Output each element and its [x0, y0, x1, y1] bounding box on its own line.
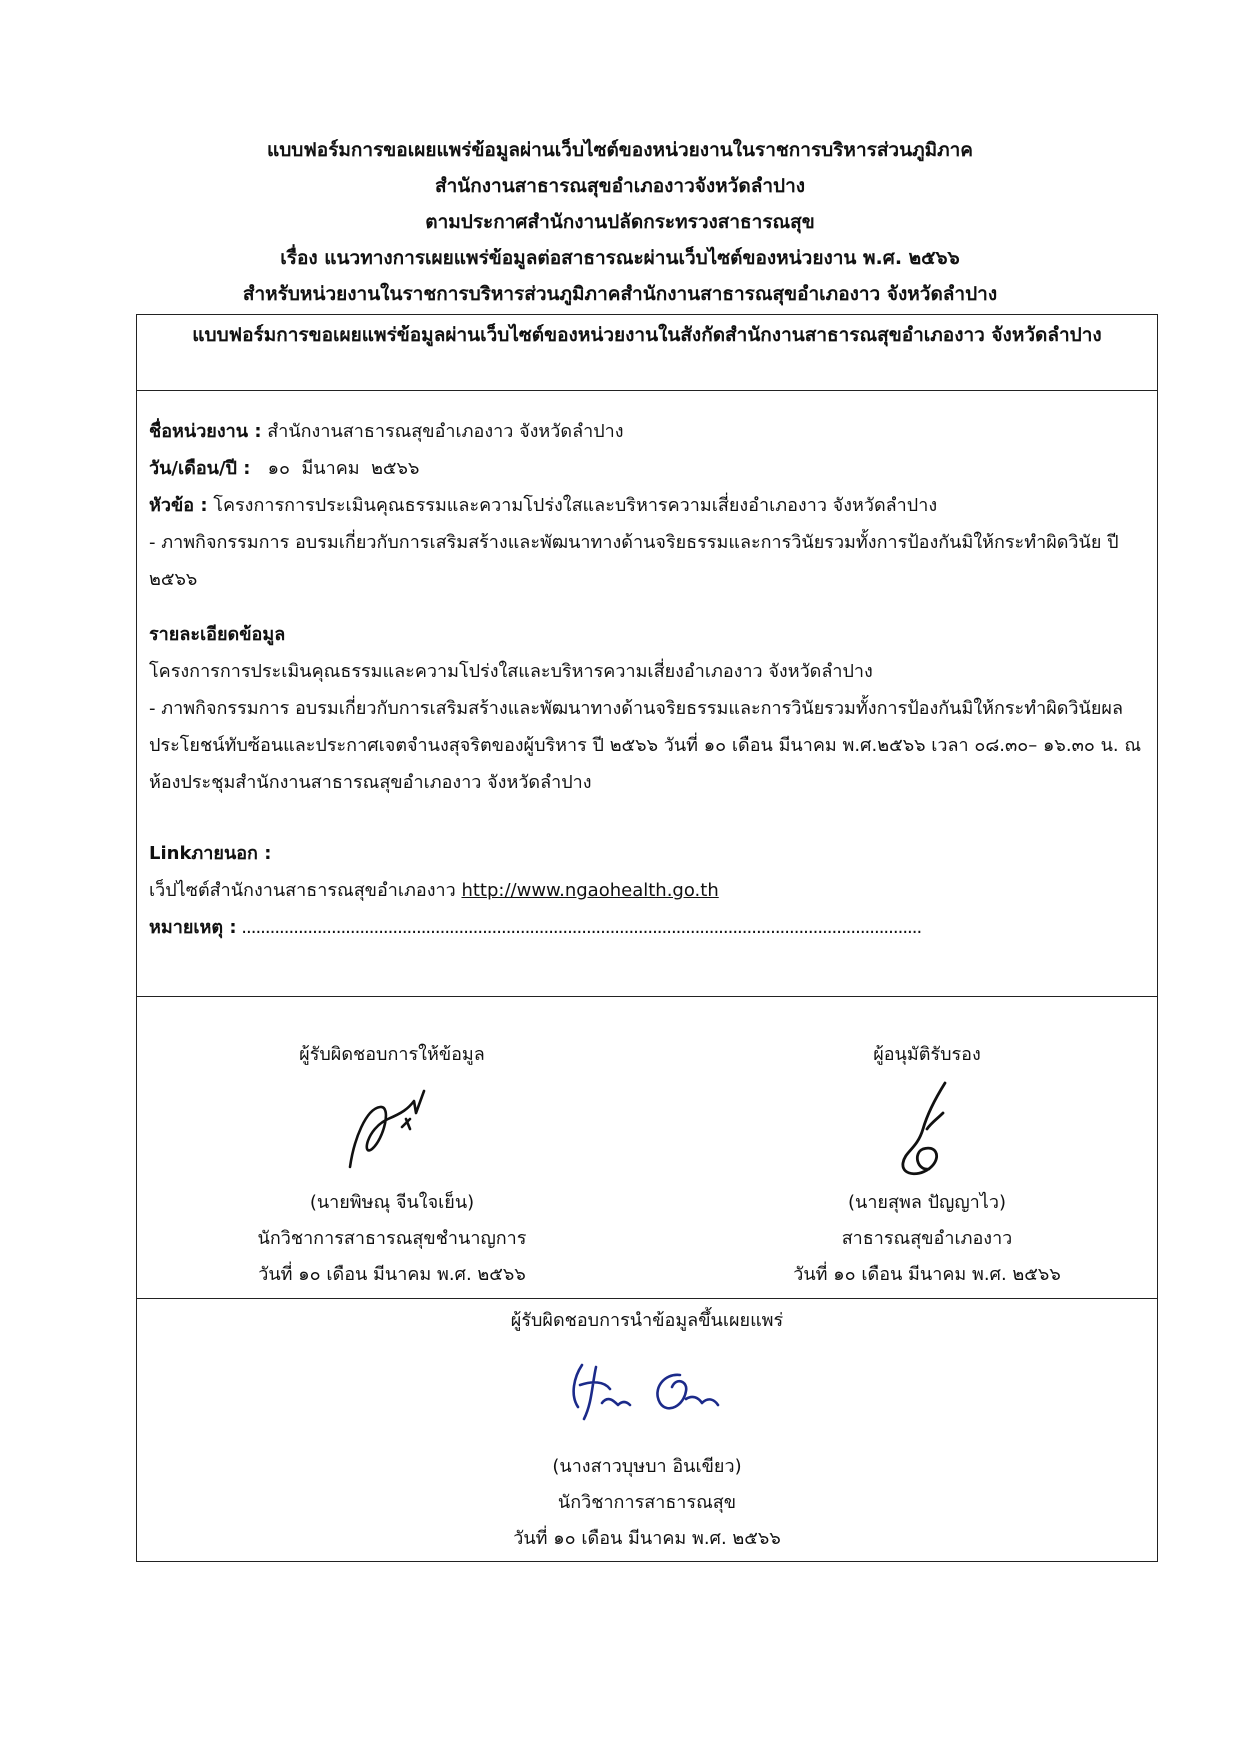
- topic-row: [149, 487, 1145, 524]
- publisher-section: [137, 1299, 1157, 1561]
- note-row: [149, 909, 1145, 946]
- details-line-2: - ภาพกิจกรรมการ อบรมเกี่ยวกับการเสริมสร้างและพัฒนาทางด้านจริยธรรมและการวินัยรวมทั้งการป้องกันมิให้กระทำผิดวินัยผลประโยชน์ทับซ้อนและประกาศเจตจำนงสุจริตของผู้บริหาร ปี ๒๕๖๖ วันที่ ๑๐ เดือน มีนาคม พ.ศ.๒๕๖๖ เวลา ๐๘.๓๐– ๑๖.๓๐ น. ณ ห้องประชุมสำนักงานสาธารณสุขอำเภองาว จังหวัดลำปาง: [149, 698, 1142, 793]
- external-link-text: เว็ปไซต์สำนักงานสาธารณสุขอำเภองาว: [149, 880, 462, 901]
- header-line-5: สำหรับหน่วยงานในราชการบริหารส่วนภูมิภาคสำนักงานสาธารณสุขอำเภองาว จังหวัดลำปาง: [242, 283, 998, 305]
- approver-position: สาธารณสุขอำเภองาว: [841, 1228, 1013, 1249]
- publisher-name: (นางสาวบุษบา อินเขียว): [552, 1456, 742, 1477]
- header-line-3: ตามประกาศสำนักงานปลัดกระทรวงสาธารณสุข: [425, 211, 815, 233]
- provider-signature-icon: [332, 1079, 452, 1179]
- form-details-section: [137, 391, 1157, 997]
- header-line-4: เรื่อง แนวทางการเผยแพร่ข้อมูลต่อสาธารณะผ่านเว็บไซต์ของหน่วยงาน พ.ศ. ๒๕๖๖: [280, 247, 960, 269]
- provider-signature-block: [197, 1037, 587, 1293]
- date-label: วัน/เดือน/ปี :: [149, 458, 251, 479]
- approver-role: ผู้อนุมัติรับรอง: [873, 1044, 981, 1065]
- form-table: [136, 314, 1158, 1562]
- document-header: [0, 132, 1240, 312]
- approver-date: วันที่ ๑๐ เดือน มีนาคม พ.ศ. ๒๕๖๖: [793, 1264, 1061, 1285]
- date-row: [149, 450, 1145, 487]
- publisher-position: นักวิชาการสาธารณสุข: [557, 1492, 737, 1513]
- approver-signature-icon: [887, 1079, 967, 1183]
- topic-label: หัวข้อ :: [149, 495, 208, 516]
- publisher-date: วันที่ ๑๐ เดือน มีนาคม พ.ศ. ๒๕๖๖: [513, 1528, 781, 1549]
- provider-name: (นายพิษณุ จีนใจเย็น): [309, 1192, 475, 1213]
- approver-name: (นายสุพล ปัญญาไว): [848, 1192, 1006, 1213]
- note-dots: ................................................................................................................................................: [236, 917, 922, 938]
- publisher-signature-icon: [552, 1345, 742, 1435]
- note-label: หมายเหตุ :: [149, 917, 237, 938]
- header-line-2: สำนักงานสาธารณสุขอำเภองาวจังหวัดลำปาง: [434, 175, 806, 197]
- header-line-1: แบบฟอร์มการขอเผยแพร่ข้อมูลผ่านเว็บไซต์ของหน่วยงานในราชการบริหารส่วนภูมิภาค: [266, 139, 974, 161]
- approval-section: [137, 997, 1157, 1299]
- provider-role: ผู้รับผิดชอบการให้ข้อมูล: [299, 1044, 485, 1065]
- agency-label: ชื่อหน่วยงาน :: [149, 421, 262, 442]
- approver-signature-block: [717, 1037, 1137, 1293]
- date-value: ๑๐ มีนาคม ๒๕๖๖: [250, 458, 420, 479]
- form-title: แบบฟอร์มการขอเผยแพร่ข้อมูลผ่านเว็บไซต์ของหน่วยงานในสังกัดสำนักงานสาธารณสุขอำเภองาว จังหวัดลำปาง: [137, 315, 1157, 391]
- external-link-url[interactable]: http://www.ngaohealth.go.th: [461, 880, 719, 901]
- topic-detail: - ภาพกิจกรรมการ อบรมเกี่ยวกับการเสริมสร้างและพัฒนาทางด้านจริยธรรมและการวินัยรวมทั้งการป้องกันมิให้กระทำผิดวินัย ปี ๒๕๖๖: [149, 532, 1119, 590]
- agency-row: [149, 413, 1145, 450]
- details-heading: รายละเอียดข้อมูล: [149, 624, 286, 645]
- external-link-label: Linkภายนอก :: [149, 843, 272, 864]
- provider-position: นักวิชาการสาธารณสุขชำนาญการ: [257, 1228, 527, 1249]
- agency-value: สำนักงานสาธารณสุขอำเภองาว จังหวัดลำปาง: [261, 421, 624, 442]
- details-line-1: โครงการการประเมินคุณธรรมและความโปร่งใสและบริหารความเสี่ยงอำเภองาว จังหวัดลำปาง: [149, 661, 873, 682]
- topic-value: โครงการการประเมินคุณธรรมและความโปร่งใสและบริหารความเสี่ยงอำเภองาว จังหวัดลำปาง: [207, 495, 938, 516]
- provider-date: วันที่ ๑๐ เดือน มีนาคม พ.ศ. ๒๕๖๖: [258, 1264, 526, 1285]
- external-link-row: [149, 872, 1145, 909]
- publisher-role: ผู้รับผิดชอบการนำข้อมูลขึ้นเผยแพร่: [510, 1310, 784, 1331]
